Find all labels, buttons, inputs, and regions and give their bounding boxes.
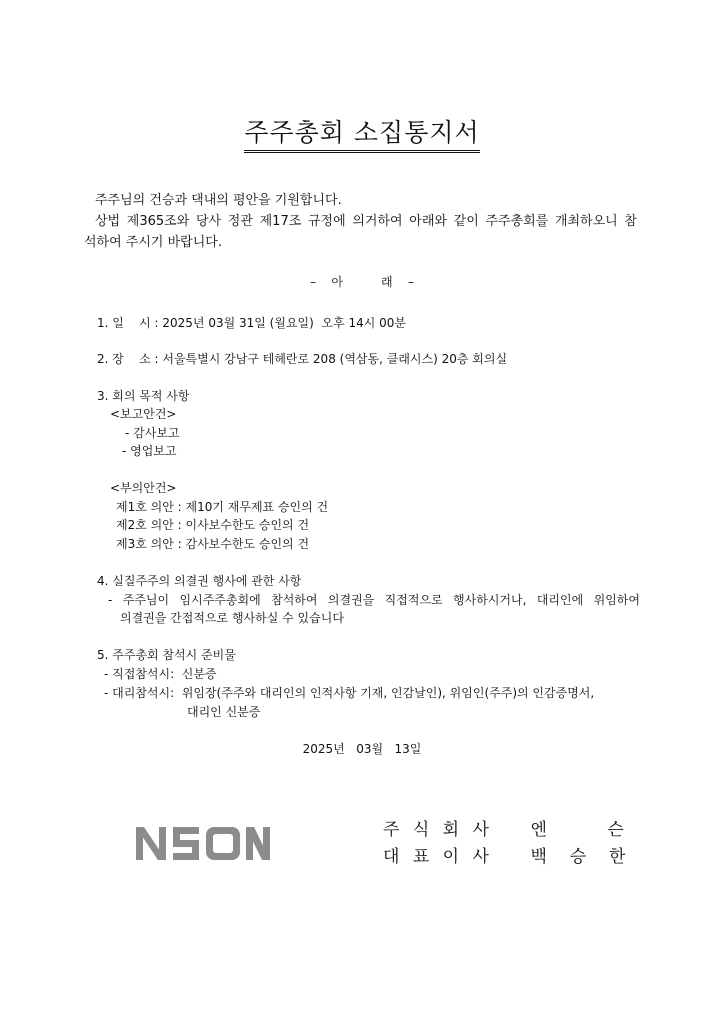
greeting-text: 주주님의 건승과 댁내의 평안을 기원합니다. <box>95 193 342 208</box>
voting-rights-line-2: 의결권을 간접적으로 행사하실 수 있습니다 <box>120 611 344 625</box>
item-voting-rights-title: 4. 실질주주의 의결권 행사에 관한 사항 <box>97 574 302 588</box>
title-text: 주주총회 소집통지서 <box>244 117 479 153</box>
resolution-agenda-heading: <부의안건> <box>110 481 177 495</box>
item-meeting-purpose-title: 3. 회의 목적 사항 <box>97 389 190 403</box>
ceo-name: 대 표 이 사 백 승 한 <box>383 847 630 867</box>
notice-date: 2025년 03월 13일 <box>302 742 422 756</box>
item-location: 2. 장 소 : 서울특별시 강남구 테헤란로 208 (역삼동, 클래시스) 20층 회의실 <box>97 352 508 366</box>
preparation-proxy-line-1: - 대리참석시: 위임장(주주와 대리인의 인적사항 기재, 인감날인), 위임인(주주)의 인감증명서, <box>104 686 595 700</box>
report-item-audit: - 감사보고 <box>125 426 180 440</box>
intro-line-1: 상법 제365조와 당사 정관 제17조 규정에 의거하여 아래와 같이 주주총회를 개최하오니 참 <box>95 214 637 229</box>
intro-line-2: 석하여 주시기 바랍니다. <box>84 235 222 250</box>
item-preparations-title: 5. 주주총회 참석시 준비물 <box>97 648 236 662</box>
preparation-direct: - 직접참석시: 신분증 <box>104 667 217 681</box>
report-agenda-heading: <보고안건> <box>110 407 177 421</box>
resolution-item-3: 제3호 의안 : 감사보수한도 승인의 건 <box>116 537 310 551</box>
report-item-business: - 영업보고 <box>122 444 177 458</box>
preparation-proxy-line-2: 대리인 신분증 <box>187 705 261 719</box>
below-heading: – 아 래 – <box>310 275 414 289</box>
voting-rights-line-1: - 주주님이 임시주주총회에 참석하여 의결권을 직접적으로 행사하시거나, 대리인에 위임하여 <box>108 593 640 607</box>
resolution-item-2: 제2호 의안 : 이사보수한도 승인의 건 <box>116 518 310 532</box>
company-name: 주 식 회 사 엔 슨 <box>383 820 628 840</box>
nson-logo <box>136 826 270 862</box>
resolution-item-1: 제1호 의안 : 제10기 재무제표 승인의 건 <box>116 500 329 514</box>
document-title <box>0 117 724 153</box>
item-date-time: 1. 일 시 : 2025년 03월 31일 (월요일) 오후 14시 00분 <box>97 316 406 330</box>
